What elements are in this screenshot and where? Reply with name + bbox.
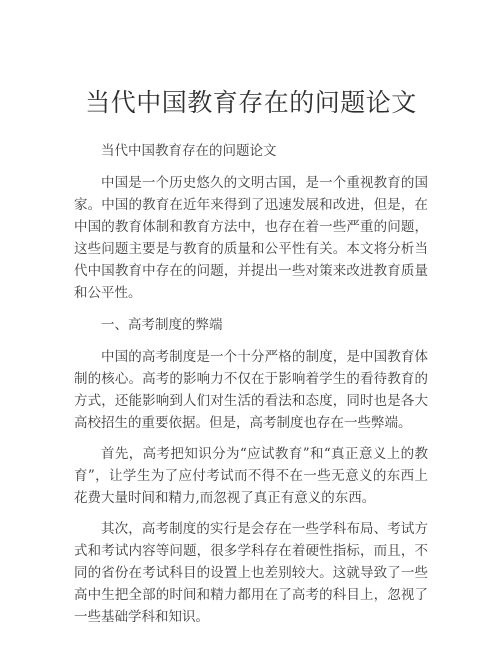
paragraph-first-point: 首先，高考把知识分为“应试教育”和“真正意义上的教育”，让学生为了应付考试而不得不在一些无意义的东西上花费大量时间和精力,而忽视了真正有意义的东西。 — [74, 446, 428, 506]
document-title: 当代中国教育存在的问题论文 — [85, 88, 417, 117]
paragraph-second-point: 其次，高考制度的实行是会存在一些学科布局、考试方式和考试内容等问题，很多学科存在着硬性指标，而且，不同的省份在考试科目的设置上也差别较大。这就导致了一些高中生把全部的时间和精力都用在了高考的科目上，忽视了一些基础学科和知识。 — [74, 521, 428, 625]
paragraph-gaokao-system: 中国的高考制度是一个十分严格的制度，是中国教育体制的核心。高考的影响力不仅在于影响着学生的看待教育的方式，还能影响到人们对生活的看法和态度，同时也是各大高校招生的重要依据。但是，高考制度也存在一些弊端。 — [74, 349, 428, 431]
paragraph-subtitle: 当代中国教育存在的问题论文 — [101, 143, 277, 159]
paragraph-intro: 中国是一个历史悠久的文明古国，是一个重视教育的国家。中国的教育在近年来得到了迅速发展和改进，但是，在中国的教育体制和教育方法中，也存在着一些严重的问题，这些问题主要是与教育的质量和公平性有关。本文将分析当代中国教育中存在的问题，并提出一些对策来改进教育质量和公平性。 — [74, 175, 428, 301]
section-heading: 一、高考制度的弊端 — [101, 317, 223, 333]
